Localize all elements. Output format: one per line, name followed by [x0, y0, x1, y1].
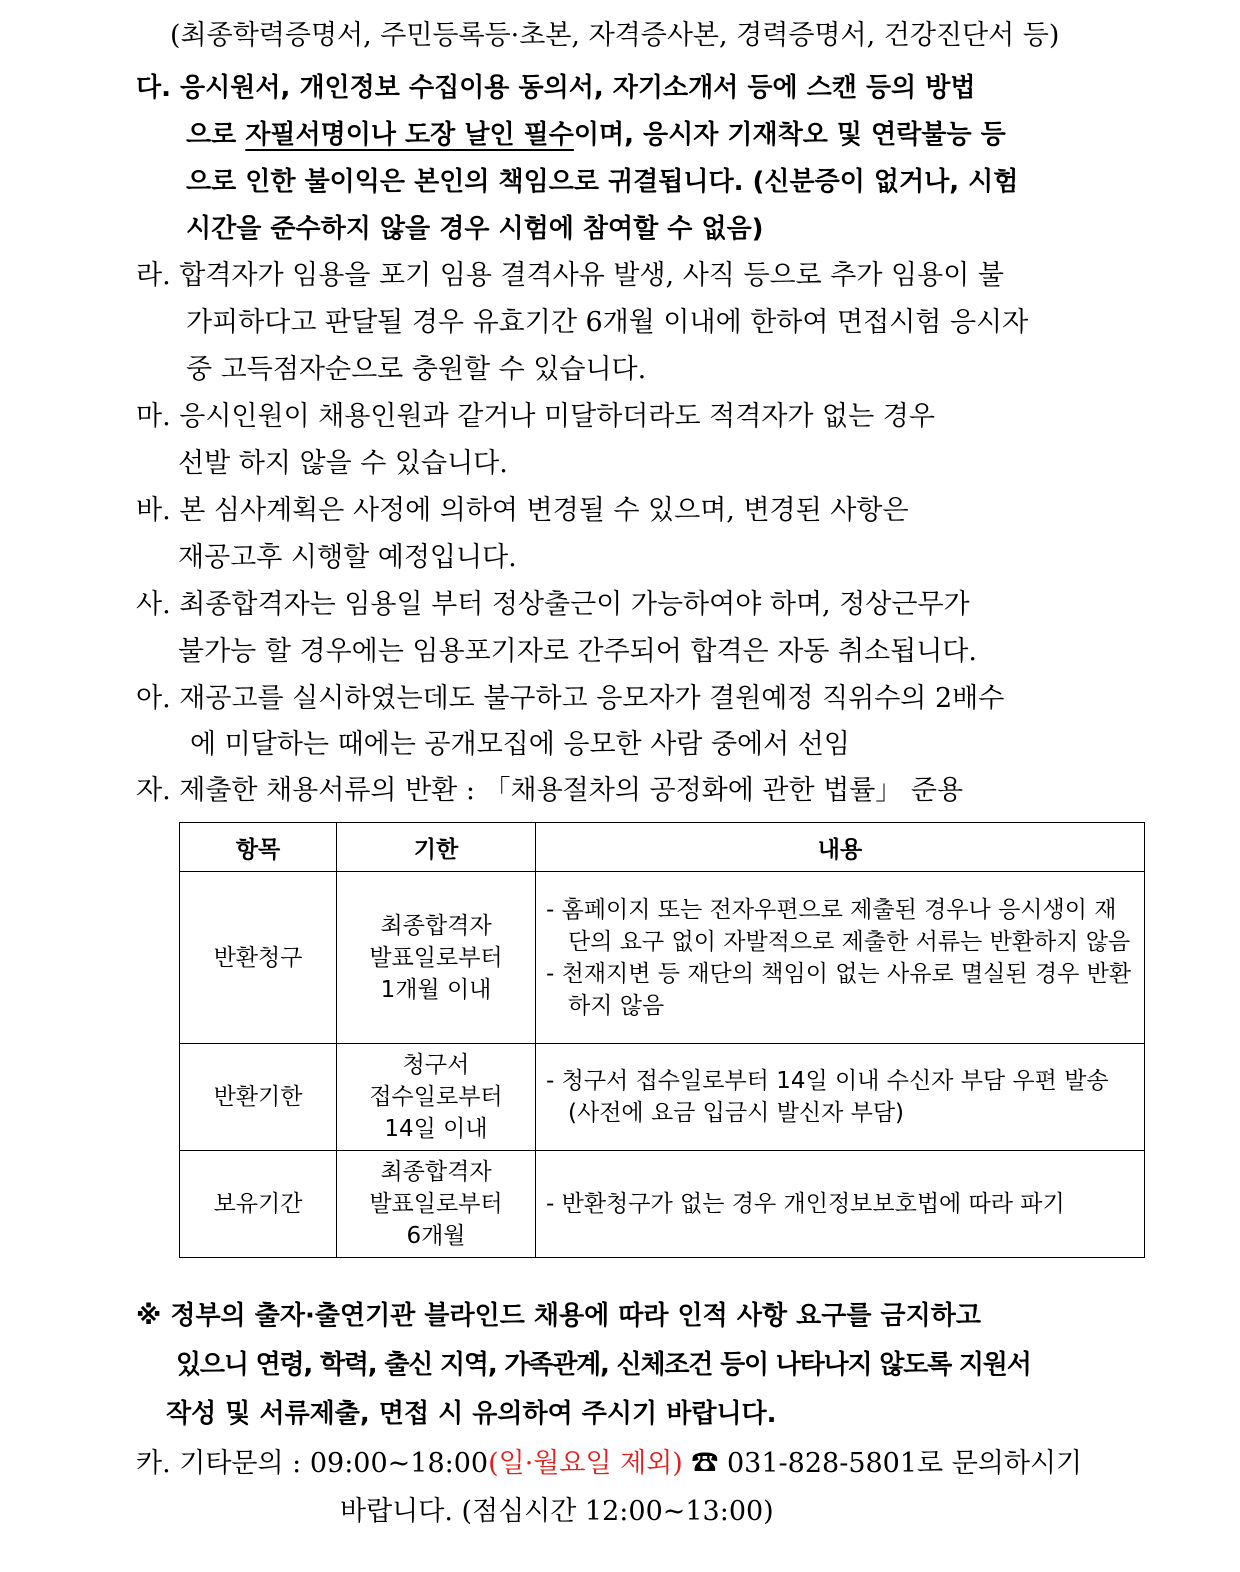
row-deadline: 청구서 접수일로부터 14일 이내 [337, 1044, 536, 1151]
blind-hiring-note-line3: 작성 및 서류제출, 면접 시 유의하여 주시기 바랍니다. [166, 1399, 777, 1429]
table-header-row [180, 823, 1145, 872]
item-ka-line1: 카. 기타문의 : 09:00~18:00(일·월요일 제외) ☎ 031-828-5801로 문의하시기 [136, 1448, 1083, 1479]
column-header: 내용 [536, 823, 1145, 872]
row-content: - 홈페이지 또는 전자우편으로 제출된 경우나 응시생이 재단의 요구 없이 자발적으로 제출한 서류는 반환하지 않음 - 천재지변 등 재단의 책임이 없는 사유로 멸실된 경우 반환하지 않음 [536, 872, 1145, 1044]
phone-icon: ☎ [691, 1448, 719, 1479]
row-content: - 청구서 접수일로부터 14일 이내 수신자 부담 우편 발송(사전에 요금 입금시 발신자 부담) [536, 1044, 1145, 1151]
signature-required-underline: 자필서명이나 도장 날인 필수 [245, 120, 574, 150]
item-ra-line2: 가피하다고 판달될 경우 유효기간 6개월 이내에 한하여 면접시험 응시자 [186, 307, 1029, 338]
item-da-line1: 다. 응시원서, 개인정보 수집이용 동의서, 자기소개서 등에 스캔 등의 방법 [136, 73, 976, 103]
docs-note: (최종학력증명서, 주민등록등·초본, 자격증사본, 경력증명서, 건강진단서 등) [170, 20, 1060, 51]
row-deadline: 최종합격자 발표일로부터 6개월 [337, 1151, 536, 1258]
item-a-line2: 에 미달하는 때에는 공개모집에 응모한 사람 중에서 선임 [190, 729, 850, 760]
item-ma-line2: 선발 하지 않을 수 있습니다. [178, 448, 508, 479]
document-return-table [179, 822, 1145, 1258]
item-ba-line1: 바. 본 심사계획은 사정에 의하여 변경될 수 있으며, 변경된 사항은 [136, 495, 909, 526]
row-item: 반환청구 [180, 872, 337, 1044]
item-sa-line1: 사. 최종합격자는 임용일 부터 정상출근이 가능하여야 하며, 정상근무가 [136, 589, 970, 620]
table-row [180, 872, 1145, 1044]
table-row [180, 1044, 1145, 1151]
item-ka-line2: 바랍니다. (점심시간 12:00~13:00) [340, 1496, 774, 1527]
table-row [180, 1151, 1145, 1258]
row-item: 보유기간 [180, 1151, 337, 1258]
item-da-line3: 으로 인한 불이익은 본인의 책임으로 귀결됩니다. (신분증이 없거나, 시험 [186, 167, 1019, 197]
blind-hiring-note-line1: ※ 정부의 출자·출연기관 블라인드 채용에 따라 인적 사항 요구를 금지하고 [136, 1301, 981, 1331]
item-ja-line1: 자. 제출한 채용서류의 반환 : 「채용절차의 공정화에 관한 법률」 준용 [136, 775, 964, 806]
item-ra-line3: 중 고득점자순으로 충원할 수 있습니다. [186, 354, 647, 385]
item-a-line1: 아. 재공고를 실시하였는데도 불구하고 응모자가 결원예정 직위수의 2배수 [136, 683, 1005, 714]
row-content: - 반환청구가 없는 경우 개인정보보호법에 따라 파기 [536, 1151, 1145, 1258]
row-deadline: 최종합격자 발표일로부터 1개월 이내 [337, 872, 536, 1044]
item-ba-line2: 재공고후 시행할 예정입니다. [178, 542, 517, 573]
item-ma-line1: 마. 응시인원이 채용인원과 같거나 미달하더라도 적격자가 없는 경우 [136, 401, 935, 432]
item-da-line2: 으로 자필서명이나 도장 날인 필수이며, 응시자 기재착오 및 연락불능 등 [186, 120, 1006, 150]
column-header: 기한 [337, 823, 536, 872]
column-header: 항목 [180, 823, 337, 872]
weekend-exclusion-note: (일·월요일 제외) [488, 1448, 683, 1479]
blind-hiring-note-line2: 있으니 연령, 학력, 출신 지역, 가족관계, 신체조건 등이 나타나지 않도록 지원서 [176, 1350, 1031, 1380]
item-sa-line2: 불가능 할 경우에는 임용포기자로 간주되어 합격은 자동 취소됩니다. [178, 636, 977, 667]
item-ra-line1: 라. 합격자가 임용을 포기 임용 결격사유 발생, 사직 등으로 추가 임용이 불 [136, 260, 1004, 291]
item-da-line4: 시간을 준수하지 않을 경우 시험에 참여할 수 없음) [186, 214, 764, 244]
row-item: 반환기한 [180, 1044, 337, 1151]
